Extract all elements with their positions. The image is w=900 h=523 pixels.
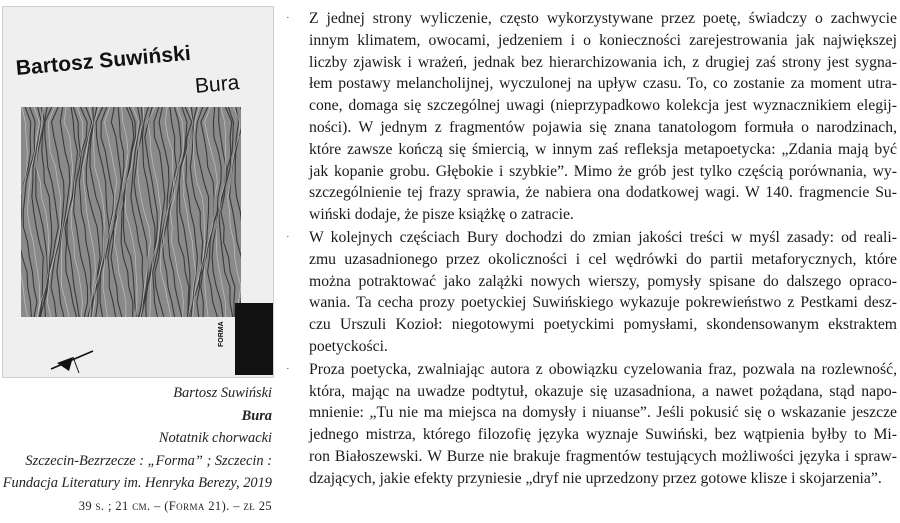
text-line: jednego mistrza, którego filozofię języka wyznaje Suwiński, bez wątpienia byłby to Mi- — [309, 426, 897, 444]
paragraph-marker-icon: · — [286, 230, 290, 243]
caption-author: Bartosz Suwiński — [173, 385, 272, 401]
text-line: wiński dodaje, że pisze książkę o zatracie. — [309, 206, 574, 224]
caption-title: Bura — [241, 407, 272, 424]
text-line: dzających, jakie efekty przyniesie „dryf nie uprzedzony przez gotowe klisze i skojarzenia”. — [309, 469, 882, 487]
publisher-logo-icon — [43, 345, 103, 375]
text-line: które zawsze kończą się śmiercią, w innym zaś refleksja metapoetycka: „Zdania mają być — [309, 140, 897, 158]
caption-publisher-line1: Szczecin-Bezrzecze : „Forma” ; Szczecin : — [25, 452, 272, 469]
paragraph-marker-icon: · — [286, 12, 290, 24]
text-line: można potraktować jako zalążki nowych wierszy, pomysły spisane do dalszego opraco- — [309, 272, 897, 290]
cover-black-block — [235, 303, 273, 375]
cover-title: Bura — [194, 71, 241, 98]
text-line: czu Urszuli Kozioł: niegotowymi poetyckimi pomysłami, skondensowanym ekstraktem — [309, 316, 897, 334]
text-line: ności). W jednym z fragmentów pojawia się znana tanatologom formuła o narodzinach, — [309, 118, 897, 136]
cover-publisher-mark: FORMA — [218, 321, 225, 347]
text-line: łem postawy melancholijnej, wyczulonej na upływ czasu. To, co zostanie za moment utra- — [309, 75, 897, 93]
cover-title-area — [3, 23, 273, 111]
paragraph-3 — [286, 359, 897, 490]
text-line: poetyckości. — [309, 337, 388, 355]
text-line: wania. Ta cecha prozy poetyckiej Suwińskiego wykazuje pokrewieństwo z Pestkami desz- — [309, 294, 897, 312]
text-line: która, mając na uwadze podtytuł, okazuje się uzasadniona, a nawet pożądana, stąd napo- — [309, 382, 897, 400]
text-line: jak kopanie grobu. Głębokie i szybkie”. Mimo że grób jest tylko częścią porównania, wy- — [309, 162, 897, 180]
text-line: W kolejnych częściach Bury dochodzi do zmian jakości treści w myśl zasady: od reali- — [309, 228, 897, 246]
text-line: szczególnienie tej frazy sprawia, że nabiera ona dodatkowej wagi. W 140. fragmencie Su- — [309, 184, 897, 202]
cover-author: Bartosz Suwiński — [14, 41, 192, 81]
paragraph-marker-icon: · — [286, 362, 290, 375]
wood-grain-image — [21, 107, 241, 317]
text-line: mnienie: „Tu nie ma miejsca na domysły i niuanse”. Jeśli pokusić się o wskazanie jeszcze — [309, 404, 897, 422]
text-line: ron Białoszewski. W Burze nie brakuje fragmentów testujących możliwości języka i spraw- — [309, 447, 897, 465]
book-cover — [2, 6, 274, 378]
text-line: Proza poetycka, zwalniając autora z obowiązku cyzelowania fraz, pozwala na rozlewność, — [309, 360, 897, 378]
text-line: zmu uzasadnionego przez okoliczności i cel wędrówki do partii metaforycznych, które — [309, 250, 897, 268]
text-line: Z jednej strony wyliczenie, często wykorzystywane przez poetę, świadczy o zachwycie — [309, 10, 897, 27]
caption-subtitle: Notatnik chorwacki — [158, 430, 272, 446]
caption-details: 39 s. ; 21 cm. – (Forma 21). – zł 25 — [78, 498, 272, 513]
paragraph-1 — [286, 8, 897, 226]
paragraph-2 — [286, 227, 897, 358]
article-body — [286, 8, 897, 491]
text-line: cone, domaga się szczególnej uwagi (nieprzypadkowo kolekcja jest wyznacznikiem elegij- — [309, 97, 897, 115]
text-line: innym klimatem, owocami, jedzeniem i o konieczności zarejestrowania jak największej — [309, 31, 897, 49]
bibliographic-caption — [3, 382, 272, 517]
caption-publisher-line2: Fundacja Literatury im. Henryka Berezy, 2019 — [2, 475, 272, 491]
text-line: liczby zjawisk i wrażeń, jednak bez hierarchizowania ich, z drugiej zaś strony jest sygna- — [309, 53, 897, 71]
